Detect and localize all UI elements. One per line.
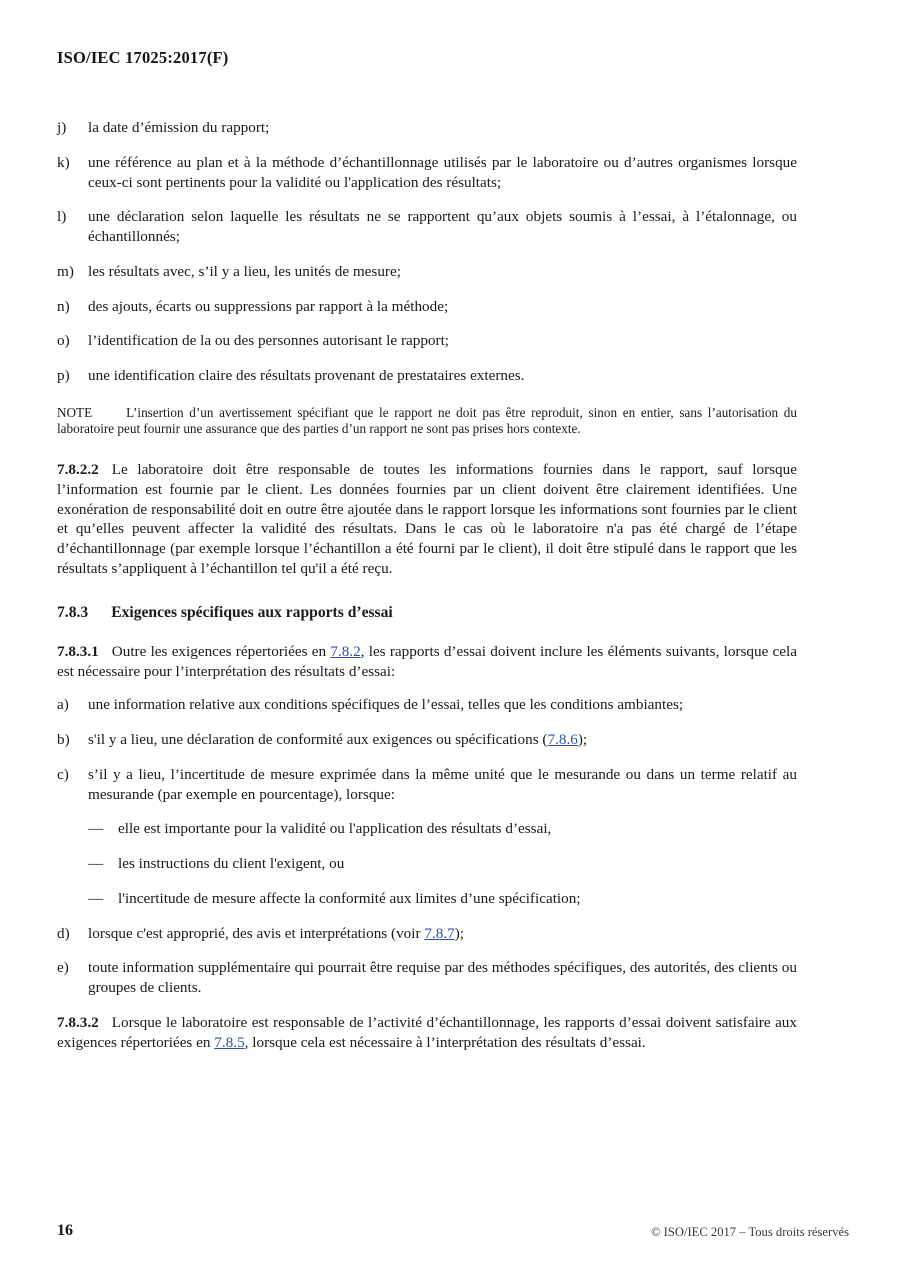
note-paragraph — [57, 405, 797, 438]
cross-reference-link-7-8-2[interactable]: 7.8.2 — [330, 642, 361, 660]
list-item — [57, 765, 797, 805]
list-item-text-before-link: lorsque c'est approprié, des avis et interprétations (voir — [88, 924, 425, 942]
heading-number: 7.8.3 — [57, 603, 89, 621]
list-item — [57, 889, 797, 909]
list-item — [57, 695, 797, 715]
heading-title: Exigences spécifiques aux rapports d’essai — [111, 603, 393, 621]
list-item — [57, 366, 797, 386]
list-marker: k) — [57, 153, 70, 171]
cross-reference-link-7-8-6[interactable]: 7.8.6 — [547, 731, 578, 749]
clause-text-before-link: Lorsque le laboratoire est responsable de l’activité d’échantillonnage, les rapports d’essai doivent satisfaire aux exigences répertoriées en — [57, 1013, 797, 1051]
list-item — [57, 118, 797, 138]
list-item — [57, 819, 797, 839]
list-marker: c) — [57, 765, 69, 783]
list-item — [57, 297, 797, 317]
list-item-text-before-link: s'il y a lieu, une déclaration de conformité aux exigences ou spécifications ( — [88, 731, 548, 749]
list-item-text: les instructions du client l'exigent, ou — [118, 855, 345, 873]
list-item-text: les résultats avec, s’il y a lieu, les unités de mesure; — [88, 262, 401, 280]
list-marker: a) — [57, 696, 69, 714]
list-item-text: une identification claire des résultats provenant de prestataires externes. — [88, 367, 525, 384]
list-item-text: toute information supplémentaire qui pourrait être requise par des méthodes spécifiques, des autorités, des clients ou groupes de clients. — [88, 959, 797, 997]
list-item — [57, 924, 797, 944]
list-item-text: une information relative aux conditions spécifiques de l’essai, telles que les conditions ambiantes; — [88, 696, 684, 714]
list-item-text: l'incertitude de mesure affecte la conformité aux limites d’une spécification; — [118, 889, 581, 907]
clause-number: 7.8.3.1 — [57, 642, 99, 660]
list-marker: m) — [57, 262, 74, 280]
list-marker: p) — [57, 367, 70, 384]
clause-number: 7.8.3.2 — [57, 1013, 99, 1031]
list-item-text: l’identification de la ou des personnes autorisant le rapport; — [88, 332, 450, 350]
em-dash-marker: — — [88, 855, 104, 873]
list-item-text-after-link: ); — [454, 924, 464, 942]
running-header-standard-ref: ISO/IEC 17025:2017(F) — [57, 48, 229, 67]
note-text: L’insertion d’un avertissement spécifiant que le rapport ne doit pas être reproduit, sinon en entier, sans l’autorisation du laboratoire peut fournir une assurance que des parties d’un rapport ne sont pas prises hors contexte. — [57, 404, 797, 437]
cross-reference-link-7-8-7[interactable]: 7.8.7 — [424, 924, 455, 942]
list-item-text: s’il y a lieu, l’incertitude de mesure exprimée dans la même unité que le mesurande ou dans un terme relatif au mesurande (par exemple en pourcentage), lorsque: — [88, 765, 797, 803]
list-item-text: une déclaration selon laquelle les résultats ne se rapportent qu’aux objets soumis à l’essai, à l’étalonnage, ou échantillonnés; — [88, 208, 797, 245]
list-marker: d) — [57, 924, 70, 942]
list-marker: e) — [57, 959, 69, 977]
list-item-text: la date d’émission du rapport; — [88, 119, 270, 136]
list-items-a-to-e — [57, 695, 797, 804]
clause-text-before-link: Outre les exigences répertoriées en — [111, 642, 331, 660]
page-number: 16 — [57, 1222, 73, 1239]
clause-text-after-link: , les rapports d’essai doivent inclure les éléments suivants, lorsque cela est nécessaire pour l’interprétation des résultats d’essai: — [57, 642, 797, 680]
list-item-text: une référence au plan et à la méthode d’échantillonnage utilisés par le laboratoire ou d’autres organismes lorsque ceux-ci sont pertinents pour la validité ou l'application des résultats; — [88, 153, 797, 191]
list-item — [57, 207, 797, 247]
list-item — [57, 331, 797, 351]
page-footer — [57, 1222, 849, 1244]
clause-text-after-link: , lorsque cela est nécessaire à l’interprétation des résultats d’essai. — [244, 1033, 646, 1051]
list-item — [57, 730, 797, 750]
list-item — [57, 854, 797, 874]
clause-7-8-2-2 — [57, 460, 797, 579]
clause-7-8-3-2 — [57, 1013, 797, 1053]
list-marker: b) — [57, 731, 70, 749]
list-item — [57, 153, 797, 193]
document-body — [57, 118, 797, 1066]
cross-reference-link-7-8-5[interactable]: 7.8.5 — [214, 1033, 245, 1051]
copyright-notice: © ISO/IEC 2017 – Tous droits réservés — [650, 1225, 849, 1239]
heading-7-8-3 — [57, 603, 797, 623]
list-items-d-to-e — [57, 924, 797, 998]
list-item-text: elle est importante pour la validité ou l'application des résultats d’essai, — [118, 820, 552, 838]
clause-7-8-3-1 — [57, 642, 797, 682]
list-marker: o) — [57, 332, 70, 350]
clause-text: Le laboratoire doit être responsable de toutes les informations fournies dans le rapport, sauf lorsque l’information est fournie par le client. Les données fournies par un client doivent être clairement identifiées. Une exonération de responsabilité doit en outre être ajoutée dans le rapport lorsque les informations sont fournies par le client et qu’elles peuvent affecter la validité des résultats. Dans le cas où le laboratoire n'a pas été chargé de l’étape d’échantillonnage (par exemple lorsque l’échantillon a été fourni par le client), il doit être stipulé dans le rapport que les résultats s’appliquent à l’échantillon tel qu'il a été reçu. — [57, 461, 797, 577]
clause-number: 7.8.2.2 — [57, 461, 99, 478]
em-dash-marker: — — [88, 889, 104, 907]
list-item — [57, 262, 797, 282]
list-item-text-after-link: ); — [577, 731, 588, 749]
list-item-text: des ajouts, écarts ou suppressions par rapport à la méthode; — [88, 297, 449, 315]
list-marker: j) — [57, 119, 67, 136]
list-item — [57, 958, 797, 998]
note-label: NOTE — [57, 404, 93, 420]
em-dash-marker: — — [88, 820, 104, 838]
dash-sublist — [57, 819, 797, 908]
list-marker: n) — [57, 297, 70, 315]
list-marker: l) — [57, 208, 67, 226]
list-items-j-to-p — [57, 118, 797, 386]
